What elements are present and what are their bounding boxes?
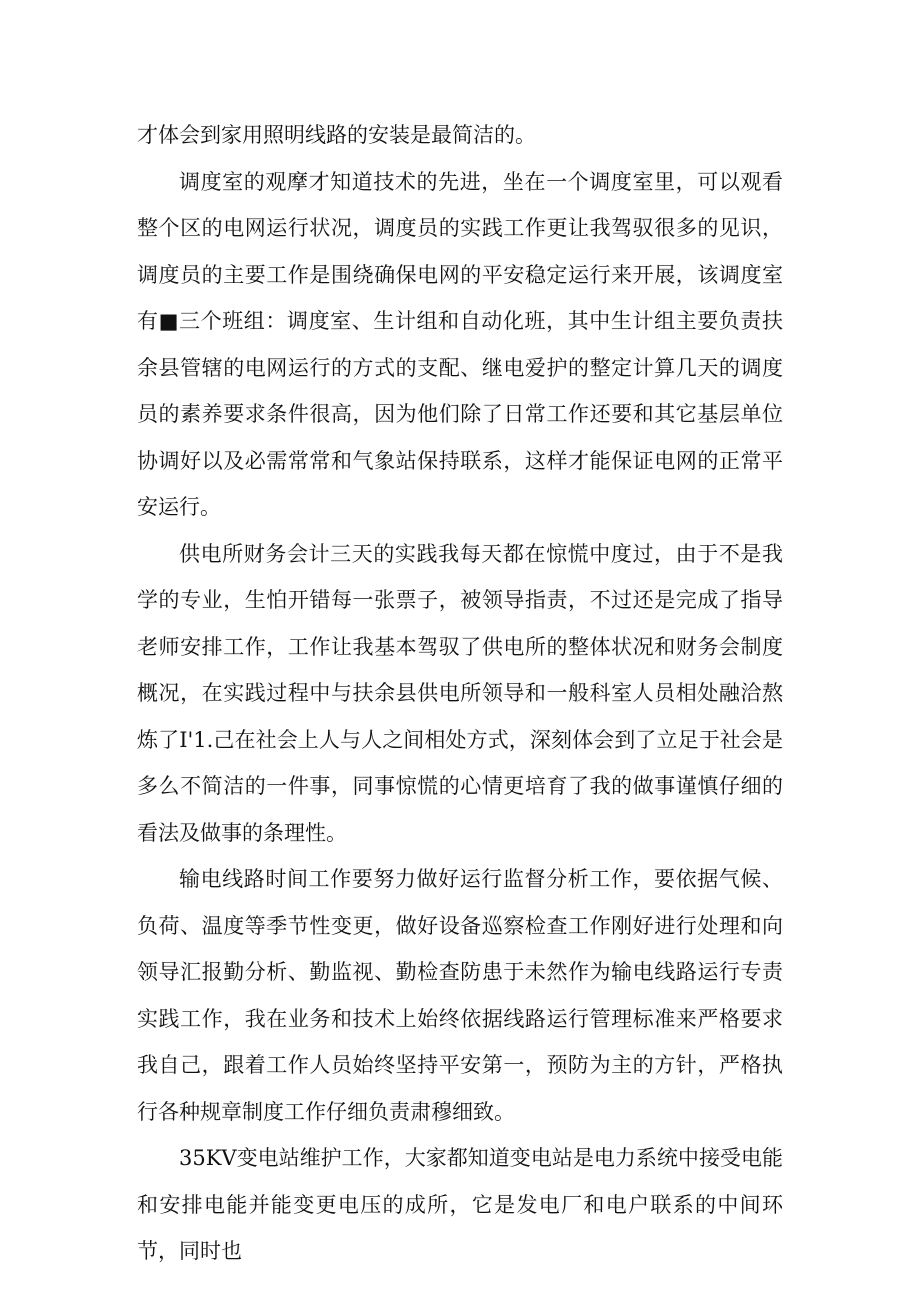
paragraph-transmission-line: 输电线路时间工作要努力做好运行监督分析工作，要依据气候、负荷、温度等季节性变更，做好设备巡察检查工作刚好进行处理和向领导汇报勤分析、勤监视、勤检查防患于未然作为输电线路运行专责实践工作，我在业务和技术上始终依据线路运行管理标准来严格要求我自己，跟着工作人员始终坚持平安第一，预防为主的方针，严格执行各种规章制度工作仔细负责肃穆细致。 bbox=[137, 867, 783, 1124]
paragraph-finance: 供电所财务会计三天的实践我每天都在惊慌中度过，由于不是我学的专业，生怕开错每一张票子，被领导指责，不过还是完成了指导老师安排工作，工作让我基本驾驭了供电所的整体状况和财务会制度概况，在实践过程中与扶余县供电所领导和一般科室人员相处融洽熬炼了I'1.己在社会上人与人之间相处方式，深刻体会到了立足于社会是多么不简洁的一件事，同事惊慌的心情更培育了我的做事谨慎仔细的看法及做事的条理性。 bbox=[137, 541, 783, 845]
paragraph-dispatch-room: 调度室的观摩才知道技术的先进，坐在一个调度室里，可以观看整个区的电网运行状况，调度员的实践工作更让我驾驭很多的见识，调度员的主要工作是围绕确保电网的平安稳定运行来开展，该调度室有■三个班组：调度室、生计组和自动化班，其中生计组主要负责扶余县管辖的电网运行的方式的支配、继电爱护的整定计算几天的调度员的素养要求条件很高，因为他们除了日常工作还要和其它基层单位协调好以及必需常常和气象站保持联系，这样才能保证电网的正常平安运行。 bbox=[137, 169, 783, 519]
paragraph-continuation: 才体会到家用照明线路的安装是最简洁的。 bbox=[137, 123, 536, 147]
paragraph-substation: 35KV变电站维护工作，大家都知道变电站是电力系统中接受电能和安排电能并能变更电压的成所，它是发电厂和电户联系的中间环节，同时也 bbox=[137, 1146, 783, 1263]
document-body bbox=[137, 112, 783, 1275]
